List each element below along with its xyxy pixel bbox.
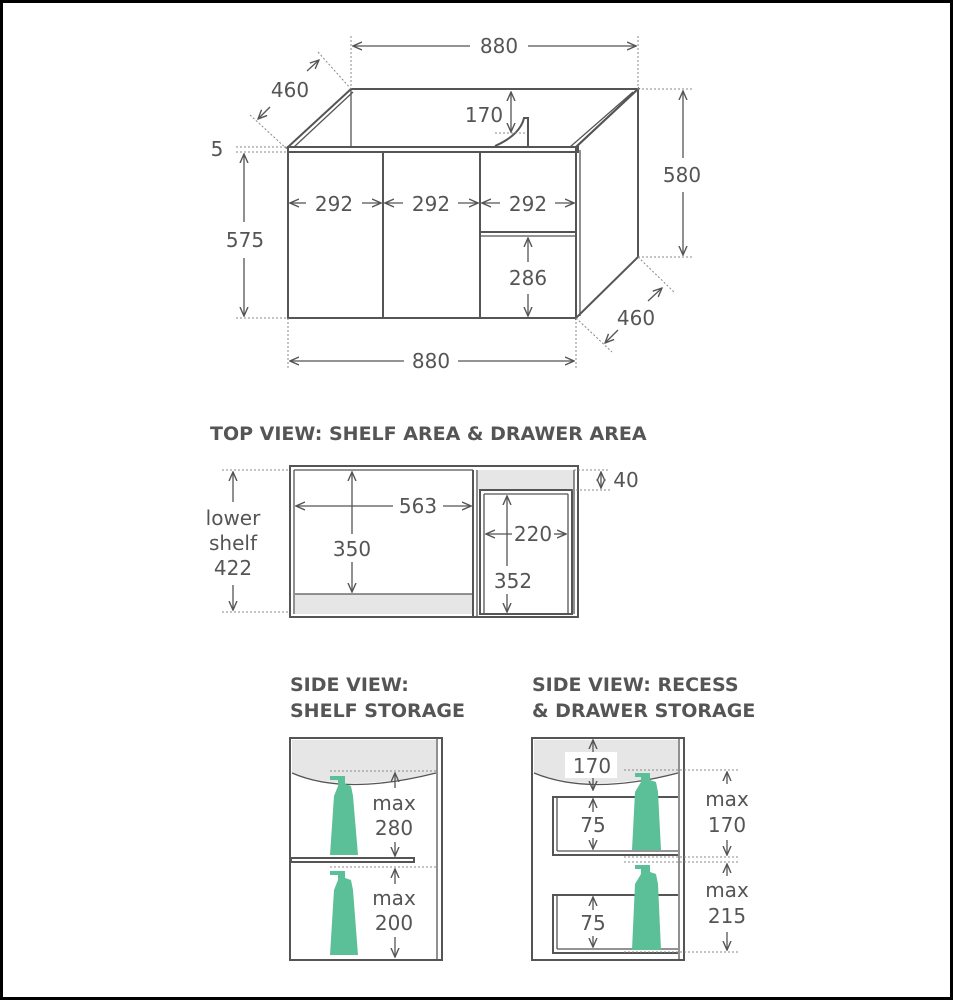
lower-shelf-value: 422 (213, 556, 253, 580)
drawer-offset-label: 40 (613, 468, 639, 492)
shelf-width-label: 563 (398, 494, 438, 518)
door-width-label: 292 (411, 192, 451, 216)
drawer-height-label: 286 (508, 266, 548, 290)
lower-capacity-value: 215 (707, 904, 747, 928)
basin-depth-label: 170 (464, 103, 504, 127)
bottle-icon (330, 776, 358, 855)
upper-capacity-value: 170 (707, 813, 747, 837)
bottom-width-label: 880 (411, 349, 451, 373)
bottle-icon (632, 865, 661, 950)
front-view (211, 34, 701, 373)
top-width-label: 880 (479, 34, 519, 58)
bottle-icon (330, 871, 358, 955)
side-drawer-title: SIDE VIEW: RECESS (532, 674, 739, 696)
top-view-title: TOP VIEW: SHELF AREA & DRAWER AREA (210, 423, 647, 445)
lower-shelf-label: lower (205, 506, 261, 530)
side-shelf-title: SIDE VIEW: (290, 674, 409, 696)
top-view (206, 423, 647, 617)
upper-capacity-label: max (372, 791, 416, 815)
bottle-icon (632, 773, 661, 850)
lower-capacity-value: 200 (374, 911, 414, 935)
cabinet-front (288, 152, 576, 318)
side-view-drawer (532, 674, 755, 960)
door-width-label: 292 (508, 192, 548, 216)
side-view-shelf (290, 674, 465, 960)
total-height-label: 580 (662, 163, 702, 187)
drawer-width-label: 220 (513, 522, 553, 546)
lower-capacity-label: max (705, 878, 749, 902)
top-depth-label: 460 (270, 78, 310, 102)
upper-capacity-value: 280 (374, 816, 414, 840)
lower-capacity-label: max (372, 886, 416, 910)
body-height-label: 575 (225, 228, 265, 252)
drawing-canvas (3, 3, 950, 997)
cabinet-side (576, 89, 638, 318)
side-drawer-title: & DRAWER STORAGE (532, 700, 756, 722)
lower-shelf-label: shelf (209, 531, 257, 555)
top-thickness-label: 5 (210, 137, 224, 161)
upper-capacity-label: max (705, 787, 749, 811)
recess-depth-label: 170 (572, 754, 612, 778)
drawer2-height-label: 75 (580, 911, 606, 935)
drawer-outline (480, 490, 572, 614)
drawer-depth-label: 352 (493, 569, 533, 593)
shelf-depth-label: 350 (332, 537, 372, 561)
door-width-label: 292 (314, 192, 354, 216)
side-depth-label: 460 (616, 306, 656, 330)
side-shelf-title: SHELF STORAGE (290, 700, 465, 722)
drawer1-height-label: 75 (580, 813, 606, 837)
shelf-board (291, 858, 414, 862)
